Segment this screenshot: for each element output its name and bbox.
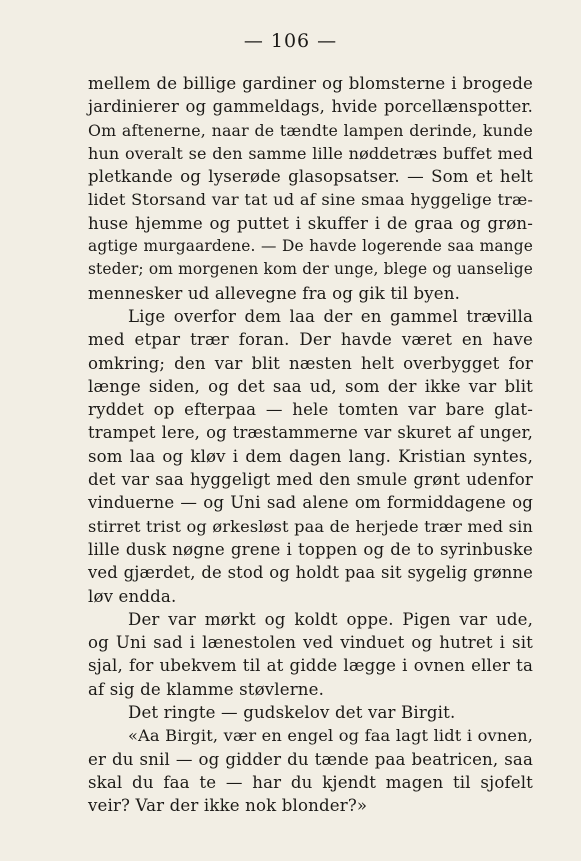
text-line: lidet Storsand var tat ud af sine smaa hyggelige træ- <box>88 190 533 210</box>
paragraph-3 <box>88 608 533 701</box>
text-line: det var saa hyggeligt med den smule grønt udenfor <box>88 470 533 490</box>
text-line: løv endda. <box>88 586 177 606</box>
text-line: af sig de klamme støvlerne. <box>88 679 325 699</box>
text-line: og Uni sad i lænestolen ved vinduet og hutret i sit <box>88 633 533 653</box>
text-line: Der var mørkt og koldt oppe. Pigen var ude, <box>128 609 533 629</box>
paragraph-4 <box>88 701 533 724</box>
text-line: ryddet op efterpaa — hele tomten var bare glat- <box>88 400 533 420</box>
text-line: ved gjærdet, de stod og holdt paa sit sygelig grønne <box>88 563 533 583</box>
text-line: hun overalt se den samme lille nøddetræs buffet med <box>88 143 533 163</box>
text-line: vinduerne — og Uni sad alene om formiddagene og <box>88 493 533 513</box>
text-line: er du snil — og gidder du tænde paa beatricen, saa <box>88 749 533 769</box>
text-line: skal du faa te — har du kjendt magen til sjofelt <box>88 772 533 792</box>
text-line: «Aa Birgit, vær en engel og faa lagt lidt i ovnen, <box>128 726 533 746</box>
text-line: omkring; den var blit næsten helt overbygget for <box>88 353 533 373</box>
text-line: pletkande og lyserøde glasopsatser. — Som et helt <box>88 167 533 187</box>
text-line: steder; om morgenen kom der unge, blege og uanselige <box>88 260 533 279</box>
page-number: — 106 — <box>243 30 338 52</box>
paragraph-5 <box>88 724 533 817</box>
text-line: trampet lere, og træstammerne var skuret af unger, <box>88 423 533 443</box>
text-line: huse hjemme og puttet i skuffer i de graa og grøn- <box>88 213 533 233</box>
text-line: agtige murgaardene. — De havde logerende saa mange <box>88 237 533 256</box>
text-line: mennesker ud allevegne fra og gik til byen. <box>88 283 461 303</box>
text-line: Lige overfor dem laa der en gammel trævilla <box>128 306 533 326</box>
body-text <box>88 72 533 818</box>
paragraph-1 <box>88 72 533 305</box>
text-line: Om aftenerne, naar de tændte lampen derinde, kunde <box>88 120 533 140</box>
text-line: sjal, for ubekvem til at gidde lægge i ovnen eller ta <box>88 656 533 676</box>
text-line: veir? Var der ikke nok blonder?» <box>88 796 368 816</box>
paragraph-2 <box>88 305 533 608</box>
text-line: mellem de billige gardiner og blomsterne i brogede <box>88 74 533 93</box>
text-line: lille dusk nøgne grene i toppen og de to syrinbuske <box>88 539 533 559</box>
text-line: som laa og kløv i dem dagen lang. Kristian syntes, <box>88 446 533 466</box>
text-line: Det ringte — gudskelov det var Birgit. <box>128 703 456 723</box>
text-line: stirret trist og ørkesløst paa de herjede trær med sin <box>88 516 533 536</box>
text-line: jardinierer og gammeldags, hvide porcellænspotter. <box>88 97 533 117</box>
text-line: med etpar trær foran. Der havde været en have <box>88 330 533 350</box>
text-line: længe siden, og det saa ud, som der ikke var blit <box>88 376 533 396</box>
